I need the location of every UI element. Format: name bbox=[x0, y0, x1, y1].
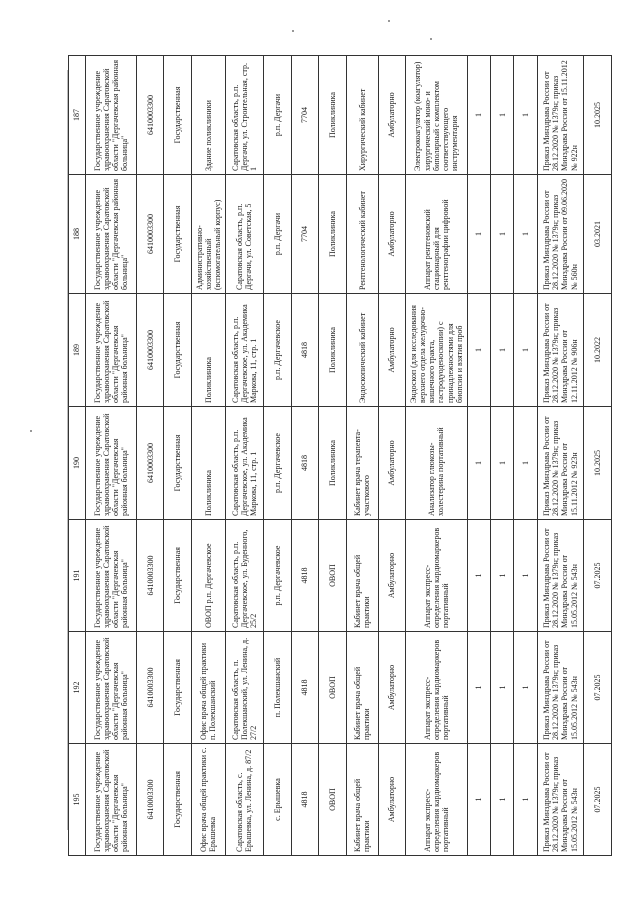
table-row bbox=[584, 56, 612, 856]
table-row bbox=[164, 56, 192, 856]
cell-dept: ОВОП bbox=[319, 744, 347, 856]
table-row bbox=[346, 56, 378, 856]
cell-care: Амбулаторно bbox=[378, 520, 406, 632]
cell-id: 188 bbox=[69, 175, 86, 294]
cell-inn: 6410003300 bbox=[136, 407, 164, 520]
cell-v3: 1 bbox=[514, 520, 537, 632]
cell-address: Саратовская область, р.п. Дергачевское, ул. Академика Маркова, 11, стр. 1 bbox=[225, 294, 263, 407]
cell-order: Приказ Минздрава России от 28.12.2020 № 1379н; приказ Минздрава России от 15.11.2012 № 923н bbox=[537, 407, 584, 520]
cell-code: 4818 bbox=[291, 407, 319, 520]
table-row bbox=[537, 56, 584, 856]
cell-code: 4818 bbox=[291, 520, 319, 632]
cell-ownership: Государственная bbox=[164, 56, 192, 175]
cell-v1: 1 bbox=[467, 520, 490, 632]
cell-dept: Поликлиника bbox=[319, 175, 347, 294]
cell-org: Государственное учреждение здравоохранения Саратовской области "Дергачевская районная больница" bbox=[85, 294, 136, 407]
cell-v1: 1 bbox=[467, 56, 490, 175]
cell-v1: 1 bbox=[467, 294, 490, 407]
cell-order: Приказ Минздрава России от 28.12.2020 № 1379н; приказ Минздрава России от 15.11.2012 № 922н bbox=[537, 56, 584, 175]
cell-ownership: Государственная bbox=[164, 744, 192, 856]
cell-id: 187 bbox=[69, 56, 86, 175]
cell-dept: Поликлиника bbox=[319, 407, 347, 520]
cell-settlement: с. Ерышевка bbox=[264, 744, 292, 856]
cell-care: Амбулаторно bbox=[378, 744, 406, 856]
cell-address: Саратовская область, р.п. Дергачевское, ул. Буденного, 25/2 bbox=[225, 520, 263, 632]
table-row bbox=[467, 56, 490, 856]
cell-id: 191 bbox=[69, 520, 86, 632]
cell-org: Государственное учреждение здравоохранения Саратовской области "Дергачевская районная больница" bbox=[85, 520, 136, 632]
cell-room: Кабинет врача общей практики bbox=[346, 632, 378, 744]
cell-inn: 6410003300 bbox=[136, 632, 164, 744]
cell-id: 192 bbox=[69, 632, 86, 744]
cell-care: Амбулаторно bbox=[378, 56, 406, 175]
table-row bbox=[225, 56, 263, 856]
cell-settlement: р.п. Дергачи bbox=[264, 56, 292, 175]
cell-v2: 1 bbox=[491, 744, 514, 856]
cell-address: Саратовская область, р.п. Дергачи, ул. Строительная, стр. 1 bbox=[225, 56, 263, 175]
cell-unit: Административно-хозяйственный (вспомогательный корпус) bbox=[191, 175, 225, 294]
cell-care: Амбулаторно bbox=[378, 632, 406, 744]
cell-settlement: р.п. Дергачевское bbox=[264, 520, 292, 632]
cell-org: Государственное учреждение здравоохранения Саратовской области "Дергачевская районная больница" bbox=[85, 56, 136, 175]
scan-speck bbox=[430, 38, 432, 40]
cell-room: Рентгенологический кабинет bbox=[346, 175, 378, 294]
cell-settlement: р.п. Дергачевское bbox=[264, 407, 292, 520]
cell-v1: 1 bbox=[467, 175, 490, 294]
cell-equipment: Эндоскоп (для исследования верхнего отдела желудочно-кишечного тракта, гастродуоденоскопии) с принадлежностями для биопсии и взятия проб bbox=[406, 294, 468, 407]
cell-unit: Офис врача общей практики п. Полекшанский bbox=[191, 632, 225, 744]
cell-equipment: Аппарат экспресс-определения кардиомаркеров портативный bbox=[406, 744, 468, 856]
cell-inn: 6410003300 bbox=[136, 56, 164, 175]
table-row bbox=[85, 56, 136, 856]
cell-v2: 1 bbox=[491, 407, 514, 520]
cell-org: Государственное учреждение здравоохранения Саратовской области "Дергачевская районная больница" bbox=[85, 407, 136, 520]
cell-equipment: Анализатор глюкозы-холестерина портативный bbox=[406, 407, 468, 520]
cell-date: 10.2025 bbox=[584, 407, 612, 520]
cell-unit: ОВОП р.п. Дергачевское bbox=[191, 520, 225, 632]
cell-room: Хирургический кабинет bbox=[346, 56, 378, 175]
cell-code: 4818 bbox=[291, 744, 319, 856]
cell-id: 189 bbox=[69, 294, 86, 407]
cell-code: 4818 bbox=[291, 632, 319, 744]
cell-unit: Здание поликлиники bbox=[191, 56, 225, 175]
cell-code: 4818 bbox=[291, 294, 319, 407]
cell-ownership: Государственная bbox=[164, 520, 192, 632]
cell-v1: 1 bbox=[467, 632, 490, 744]
cell-room: Эндоскопический кабинет bbox=[346, 294, 378, 407]
cell-dept: Поликлиника bbox=[319, 56, 347, 175]
cell-code: 7704 bbox=[291, 175, 319, 294]
cell-room: Кабинет врача общей практики bbox=[346, 520, 378, 632]
table-row bbox=[514, 56, 537, 856]
cell-ownership: Государственная bbox=[164, 294, 192, 407]
equipment-table bbox=[68, 55, 612, 856]
cell-address: Саратовская область, п. Полекшанский, ул. Ленина, д. 27/2 bbox=[225, 632, 263, 744]
cell-inn: 6410003300 bbox=[136, 175, 164, 294]
cell-settlement: п. Полекшанский bbox=[264, 632, 292, 744]
cell-equipment: Электрокоагулятор (коагулятор) хирургический моно- и биполярный с комплектом соответствующего инструментария bbox=[406, 56, 468, 175]
cell-inn: 6410003300 bbox=[136, 520, 164, 632]
cell-date: 07.2025 bbox=[584, 632, 612, 744]
cell-date: 07.2025 bbox=[584, 520, 612, 632]
cell-ownership: Государственная bbox=[164, 407, 192, 520]
cell-settlement: р.п. Дергачевское bbox=[264, 294, 292, 407]
cell-unit: Поликлиника bbox=[191, 407, 225, 520]
table-row bbox=[319, 56, 347, 856]
cell-v2: 1 bbox=[491, 632, 514, 744]
cell-v3: 1 bbox=[514, 56, 537, 175]
cell-v2: 1 bbox=[491, 294, 514, 407]
cell-equipment: Аппарат экспресс-определения кардиомаркеров портативный bbox=[406, 520, 468, 632]
cell-code: 7704 bbox=[291, 56, 319, 175]
cell-order: Приказ Минздрава России от 28.12.2020 № 1379н; приказ Минздрава России от 15.05.2012 № 543н bbox=[537, 520, 584, 632]
cell-org: Государственное учреждение здравоохранения Саратовской области "Дергачевская районная больница" bbox=[85, 175, 136, 294]
cell-care: Амбулаторно bbox=[378, 175, 406, 294]
table-row bbox=[406, 56, 468, 856]
cell-v1: 1 bbox=[467, 744, 490, 856]
cell-dept: ОВОП bbox=[319, 632, 347, 744]
cell-dept: ОВОП bbox=[319, 520, 347, 632]
table-row bbox=[291, 56, 319, 856]
scan-speck bbox=[30, 430, 32, 432]
cell-date: 10.2022 bbox=[584, 294, 612, 407]
cell-room: Кабинет врача терапевта-участкового bbox=[346, 407, 378, 520]
cell-id: 195 bbox=[69, 744, 86, 856]
cell-dept: Поликлиника bbox=[319, 294, 347, 407]
cell-v2: 1 bbox=[491, 520, 514, 632]
cell-order: Приказ Минздрава России от 28.12.2020 № 1379н; приказ Минздрава России от 15.05.2012 № 543н bbox=[537, 744, 584, 856]
cell-care: Амбулаторно bbox=[378, 294, 406, 407]
cell-v3: 1 bbox=[514, 632, 537, 744]
cell-org: Государственное учреждение здравоохранения Саратовской области "Дергачевская районная больница" bbox=[85, 632, 136, 744]
cell-v3: 1 bbox=[514, 294, 537, 407]
cell-id: 190 bbox=[69, 407, 86, 520]
cell-org: Государственное учреждение здравоохранения Саратовской области "Дергачевская районная больница" bbox=[85, 744, 136, 856]
table-row bbox=[264, 56, 292, 856]
cell-equipment: Аппарат рентгеновский стационарный для рентгенографии цифровой bbox=[406, 175, 468, 294]
cell-v3: 1 bbox=[514, 744, 537, 856]
scan-speck bbox=[388, 20, 390, 22]
rotated-table-container bbox=[68, 56, 612, 856]
cell-v2: 1 bbox=[491, 56, 514, 175]
cell-ownership: Государственная bbox=[164, 632, 192, 744]
cell-inn: 6410003300 bbox=[136, 294, 164, 407]
table-row bbox=[378, 56, 406, 856]
cell-inn: 6410003300 bbox=[136, 744, 164, 856]
cell-room: Кабинет врача общей практики bbox=[346, 744, 378, 856]
cell-care: Амбулаторно bbox=[378, 407, 406, 520]
cell-date: 07.2025 bbox=[584, 744, 612, 856]
cell-address: Саратовская область, р.п. Дергачи, ул. Советская, 5 bbox=[225, 175, 263, 294]
scan-speck bbox=[292, 30, 294, 32]
cell-settlement: р.п. Дергачи bbox=[264, 175, 292, 294]
cell-date: 03.2021 bbox=[584, 175, 612, 294]
cell-ownership: Государственная bbox=[164, 175, 192, 294]
cell-v3: 1 bbox=[514, 175, 537, 294]
cell-order: Приказ Минздрава России от 28.12.2020 № 1379н; приказ Минздрава России от 12.11.2012 № 906н bbox=[537, 294, 584, 407]
cell-v2: 1 bbox=[491, 175, 514, 294]
cell-address: Саратовская область, с. Ерышевка, ул. Ленина, д. 87/2 bbox=[225, 744, 263, 856]
cell-v1: 1 bbox=[467, 407, 490, 520]
cell-unit: Офис врача общей практики с. Ерышевка bbox=[191, 744, 225, 856]
table-row bbox=[191, 56, 225, 856]
cell-equipment: Аппарат экспресс-определения кардиомаркеров портативный bbox=[406, 632, 468, 744]
cell-address: Саратовская область, р.п. Дергачевское, ул. Академика Маркова, 11, стр. 1 bbox=[225, 407, 263, 520]
cell-unit: Поликлиника bbox=[191, 294, 225, 407]
cell-order: Приказ Минздрава России от 28.12.2020 № 1379н; приказ Минздрава России от 09.06.2020 № 560н bbox=[537, 175, 584, 294]
cell-date: 10.2025 bbox=[584, 56, 612, 175]
table-row bbox=[69, 56, 86, 856]
table-row bbox=[491, 56, 514, 856]
table-row bbox=[136, 56, 164, 856]
cell-v3: 1 bbox=[514, 407, 537, 520]
cell-order: Приказ Минздрава России от 28.12.2020 № 1379н; приказ Минздрава России от 15.05.2012 № 543н bbox=[537, 632, 584, 744]
